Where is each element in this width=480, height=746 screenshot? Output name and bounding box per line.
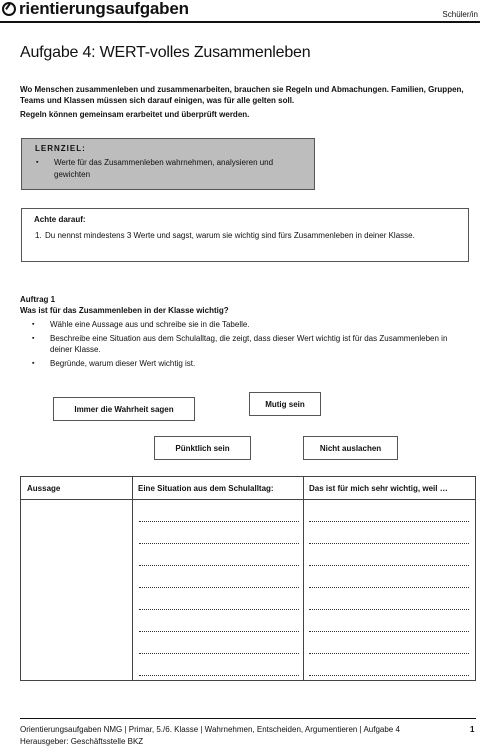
page-number: 1	[470, 725, 475, 734]
answer-line	[139, 609, 299, 610]
answer-line	[139, 521, 299, 522]
answer-line	[309, 587, 469, 588]
value-card-puenktlich: Pünktlich sein	[154, 436, 251, 460]
achte-darauf-box	[21, 208, 469, 262]
achte-darauf-list	[35, 229, 455, 242]
footer-publisher: Herausgeber: Geschäftsstelle BKZ	[20, 737, 144, 746]
auftrag-title: Auftrag 1	[20, 295, 56, 304]
header-divider	[0, 21, 480, 23]
item-number: 1.	[35, 231, 42, 240]
lernziel-list	[34, 157, 304, 181]
header-role: Schüler/in	[442, 10, 478, 19]
intro-paragraph: Wo Menschen zusammenleben und zusammenarbeiten, brauchen sie Regeln und Abmachungen. Familien, Gruppen, Teams und Klassen müssen sich darauf einigen, was für alle gelten soll.	[20, 85, 464, 105]
lernziel-title: LERNZIEL:	[35, 144, 86, 153]
answer-line	[309, 609, 469, 610]
answer-line	[139, 653, 299, 654]
answer-line	[139, 543, 299, 544]
answer-line	[139, 675, 299, 676]
answer-line	[309, 653, 469, 654]
answer-line	[309, 521, 469, 522]
logo-text: rientierungsaufgaben	[19, 0, 189, 18]
page-header	[0, 0, 480, 22]
answer-line	[139, 587, 299, 588]
intro-text	[20, 84, 476, 123]
page-title: Aufgabe 4: WERT-volles Zusammenleben	[20, 44, 311, 61]
column-divider	[132, 477, 133, 680]
achte-darauf-title: Achte darauf:	[34, 215, 86, 224]
intro-paragraph: Regeln können gemeinsam erarbeitet und überprüft werden.	[20, 110, 250, 119]
footer-divider	[20, 718, 476, 719]
auftrag-question: Was ist für das Zusammenleben in der Klasse wichtig?	[20, 306, 229, 315]
footer-course-info: Orientierungsaufgaben NMG | Primar, 5./6. Klasse | Wahrnehmen, Entscheiden, Argumentieren | Aufgabe 4	[20, 725, 400, 734]
logo	[0, 0, 189, 18]
value-card-wahrheit: Immer die Wahrheit sagen	[53, 397, 195, 421]
answer-line	[309, 565, 469, 566]
logo-o-icon	[2, 2, 16, 16]
achte-darauf-item	[35, 229, 455, 242]
auftrag-item: ▪ Beschreibe eine Situation aus dem Schulalltag, die zeigt, dass dieser Wert wichtig ist für das Zusammenleben in deiner Klasse.	[30, 333, 470, 355]
answer-line	[139, 631, 299, 632]
value-card-auslachen: Nicht auslachen	[303, 436, 398, 460]
answer-line	[309, 543, 469, 544]
answer-line	[139, 565, 299, 566]
lernziel-box	[21, 138, 315, 190]
lernziel-item: ▪ Werte für das Zusammenleben wahrnehmen, analysieren und gewichten	[34, 157, 304, 181]
table-header-aussage: Aussage	[27, 484, 61, 493]
auftrag-list	[20, 319, 470, 369]
value-card-mutig: Mutig sein	[249, 392, 321, 416]
header-row-divider	[21, 499, 475, 500]
table-header-situation: Eine Situation aus dem Schulalltag:	[138, 484, 274, 493]
table-header-begruendung: Das ist für mich sehr wichtig, weil …	[309, 484, 448, 493]
item-text: Du nennst mindestens 3 Werte und sagst, warum sie wichtig sind fürs Zusammenleben in deiner Klasse.	[45, 231, 415, 240]
answer-line	[309, 675, 469, 676]
answer-table	[20, 476, 476, 681]
auftrag-item: ▪ Begründe, warum dieser Wert wichtig ist.	[30, 358, 470, 369]
answer-line	[309, 631, 469, 632]
column-divider	[303, 477, 304, 680]
auftrag-item: ▪ Wähle eine Aussage aus und schreibe sie in die Tabelle.	[30, 319, 470, 330]
auftrag-section	[20, 294, 476, 372]
